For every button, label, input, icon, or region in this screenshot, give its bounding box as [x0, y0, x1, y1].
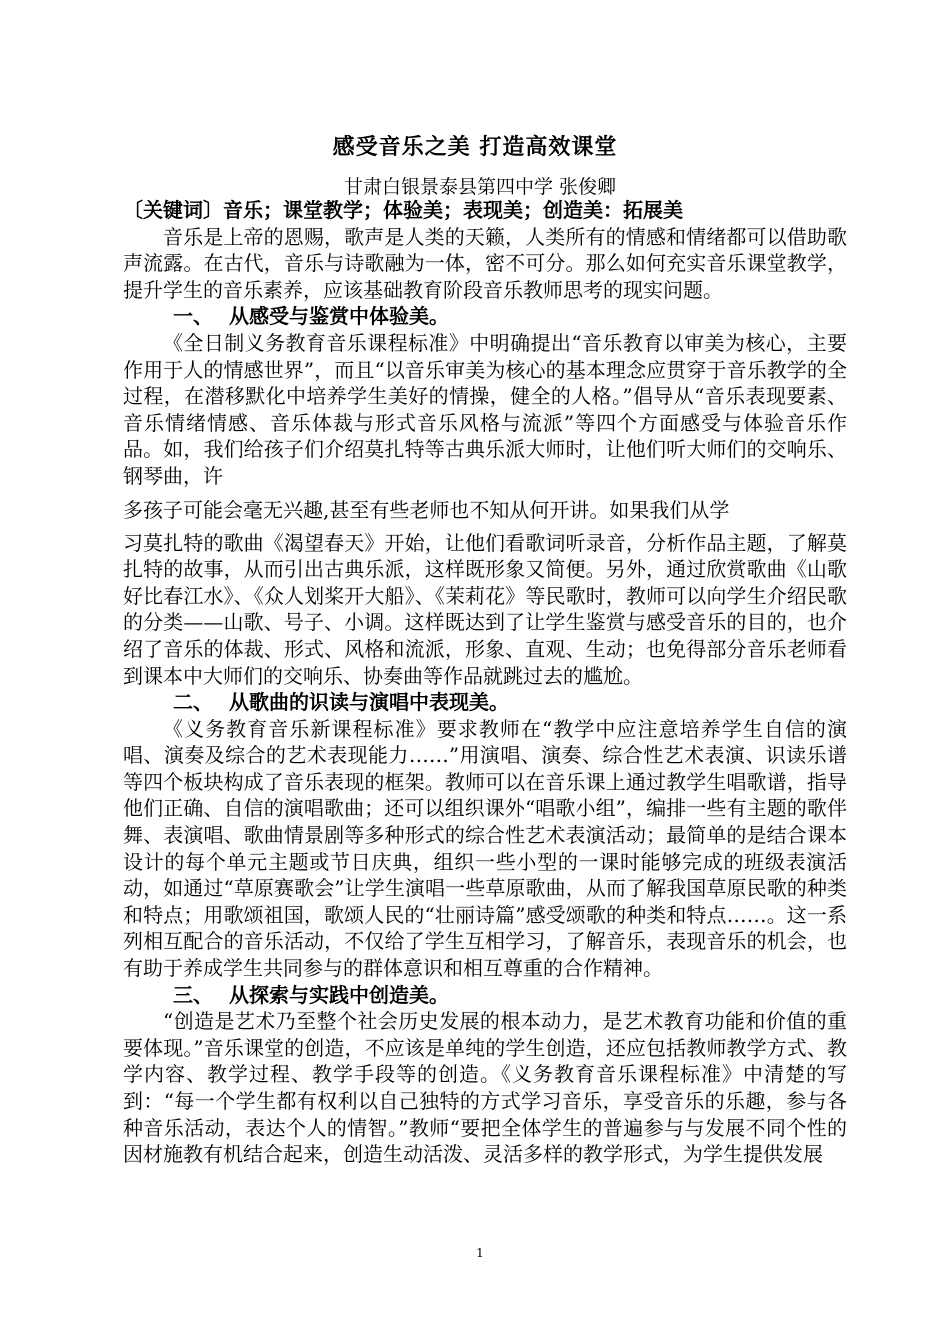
section-3-paragraph: “创造是艺术乃至整个社会历史发展的根本动力，是艺术教育功能和价值的重要体现。”音乐课堂的创造，不应该是单纯的学生创造，还应包括教师教学方式、教学内容、教学过程、教学手段等的创造。《义务教育音乐课程标准》中清楚的写到：“每一个学生都有权利以自己独特的方式学习音乐，享受音乐的乐趣，参与各种音乐活动，表达个人的情智。”教师“要把全体学生的普遍参与与发展不同个性的因材施教有机结合起来，创造生动活泼、灵活多样的教学形式，为学生提供发展 — [123, 1009, 847, 1167]
section-1-paragraph-b: 多孩子可能会毫无兴趣,甚至有些老师也不知从何开讲。如果我们从学 — [123, 497, 730, 522]
section-heading-text: 从歌曲的识读与演唱中表现美。 — [229, 690, 509, 715]
section-heading-text: 从探索与实践中创造美。 — [229, 982, 449, 1007]
section-2-paragraph: 《义务教育音乐新课程标准》要求教师在“教学中应注意培养学生自信的演唱、演奏及综合的艺术表现能力……”用演唱、演奏、综合性艺术表演、识读乐谱等四个板块构成了音乐表现的框架。教师可以在音乐课上通过教学生唱歌谱，指导他们正确、自信的演唱歌曲；还可以组织课外“唱歌小组”，编排一些有主题的歌伴舞、表演唱、歌曲情景剧等多种形式的综合性艺术表演活动；最简单的是结合课本设计的每个单元主题或节日庆典，组织一些小型的一课时能够完成的班级表演活动，如通过“草原赛歌会”让学生演唱一些草原歌曲，从而了解我国草原民歌的种类和特点；用歌颂祖国，歌颂人民的“壮丽诗篇”感受颂歌的种类和特点……。这一系列相互配合的音乐活动，不仅给了学生互相学习，了解音乐，表现音乐的机会，也有助于养成学生共同参与的群体意识和相互尊重的合作精神。 — [123, 716, 847, 981]
section-heading-3 — [123, 982, 847, 1009]
section-heading-1 — [123, 303, 847, 330]
section-number: 三、 — [173, 982, 213, 1007]
section-1-paragraph-a: 《全日制义务教育音乐课程标准》中明确提出“音乐教育以审美为核心，主要作用于人的情感世界”，而且“以音乐审美为核心的基本理念应贯穿于音乐教学的全过程，在潜移默化中培养学生美好的情操，健全的人格。”倡导从“音乐表现要素、音乐情绪情感、音乐体裁与形式音乐风格与流派”等四个方面感受与体验音乐作品。如，我们给孩子们介绍莫扎特等古典乐派大师时，让他们听大师们的交响乐、钢琴曲，许 — [123, 330, 847, 488]
author-line: 甘肃白银景泰县第四中学 张俊卿 — [343, 176, 617, 198]
section-1-paragraph-c: 习莫扎特的歌曲《渴望春天》开始，让他们看歌词听录音，分析作品主题，了解莫扎特的故事，从而引出古典乐派，这样既形象又简便。另外，通过欣赏歌曲《山歌好比春江水》、《众人划桨开大船》、《茉莉花》等民歌时，教师可以向学生介绍民歌的分类——山歌、号子、小调。这样既达到了让学生鉴赏与感受音乐的目的，也介绍了音乐的体裁、形式、风格和流派，形象、直观、生动；也免得部分音乐老师看到课本中大师们的交响乐、协奏曲等作品就跳过去的尴尬。 — [123, 530, 847, 688]
section-heading-text: 从感受与鉴赏中体验美。 — [229, 304, 449, 329]
document-title: 感受音乐之美 打造高效课堂 — [332, 134, 618, 160]
section-number: 一、 — [173, 304, 213, 329]
keywords-line: 〔关键词〕音乐；课堂教学；体验美；表现美；创造美：拓展美 — [123, 198, 683, 222]
page-number: 1 — [476, 1246, 484, 1260]
intro-paragraph: 音乐是上帝的恩赐，歌声是人类的天籁，人类所有的情感和情绪都可以借助歌声流露。在古代，音乐与诗歌融为一体，密不可分。那么如何充实音乐课堂教学，提升学生的音乐素养，应该基础教育阶段音乐教师思考的现实问题。 — [123, 224, 847, 302]
document-body — [123, 197, 847, 1168]
section-heading-2 — [123, 689, 847, 716]
section-number: 二、 — [173, 690, 213, 715]
